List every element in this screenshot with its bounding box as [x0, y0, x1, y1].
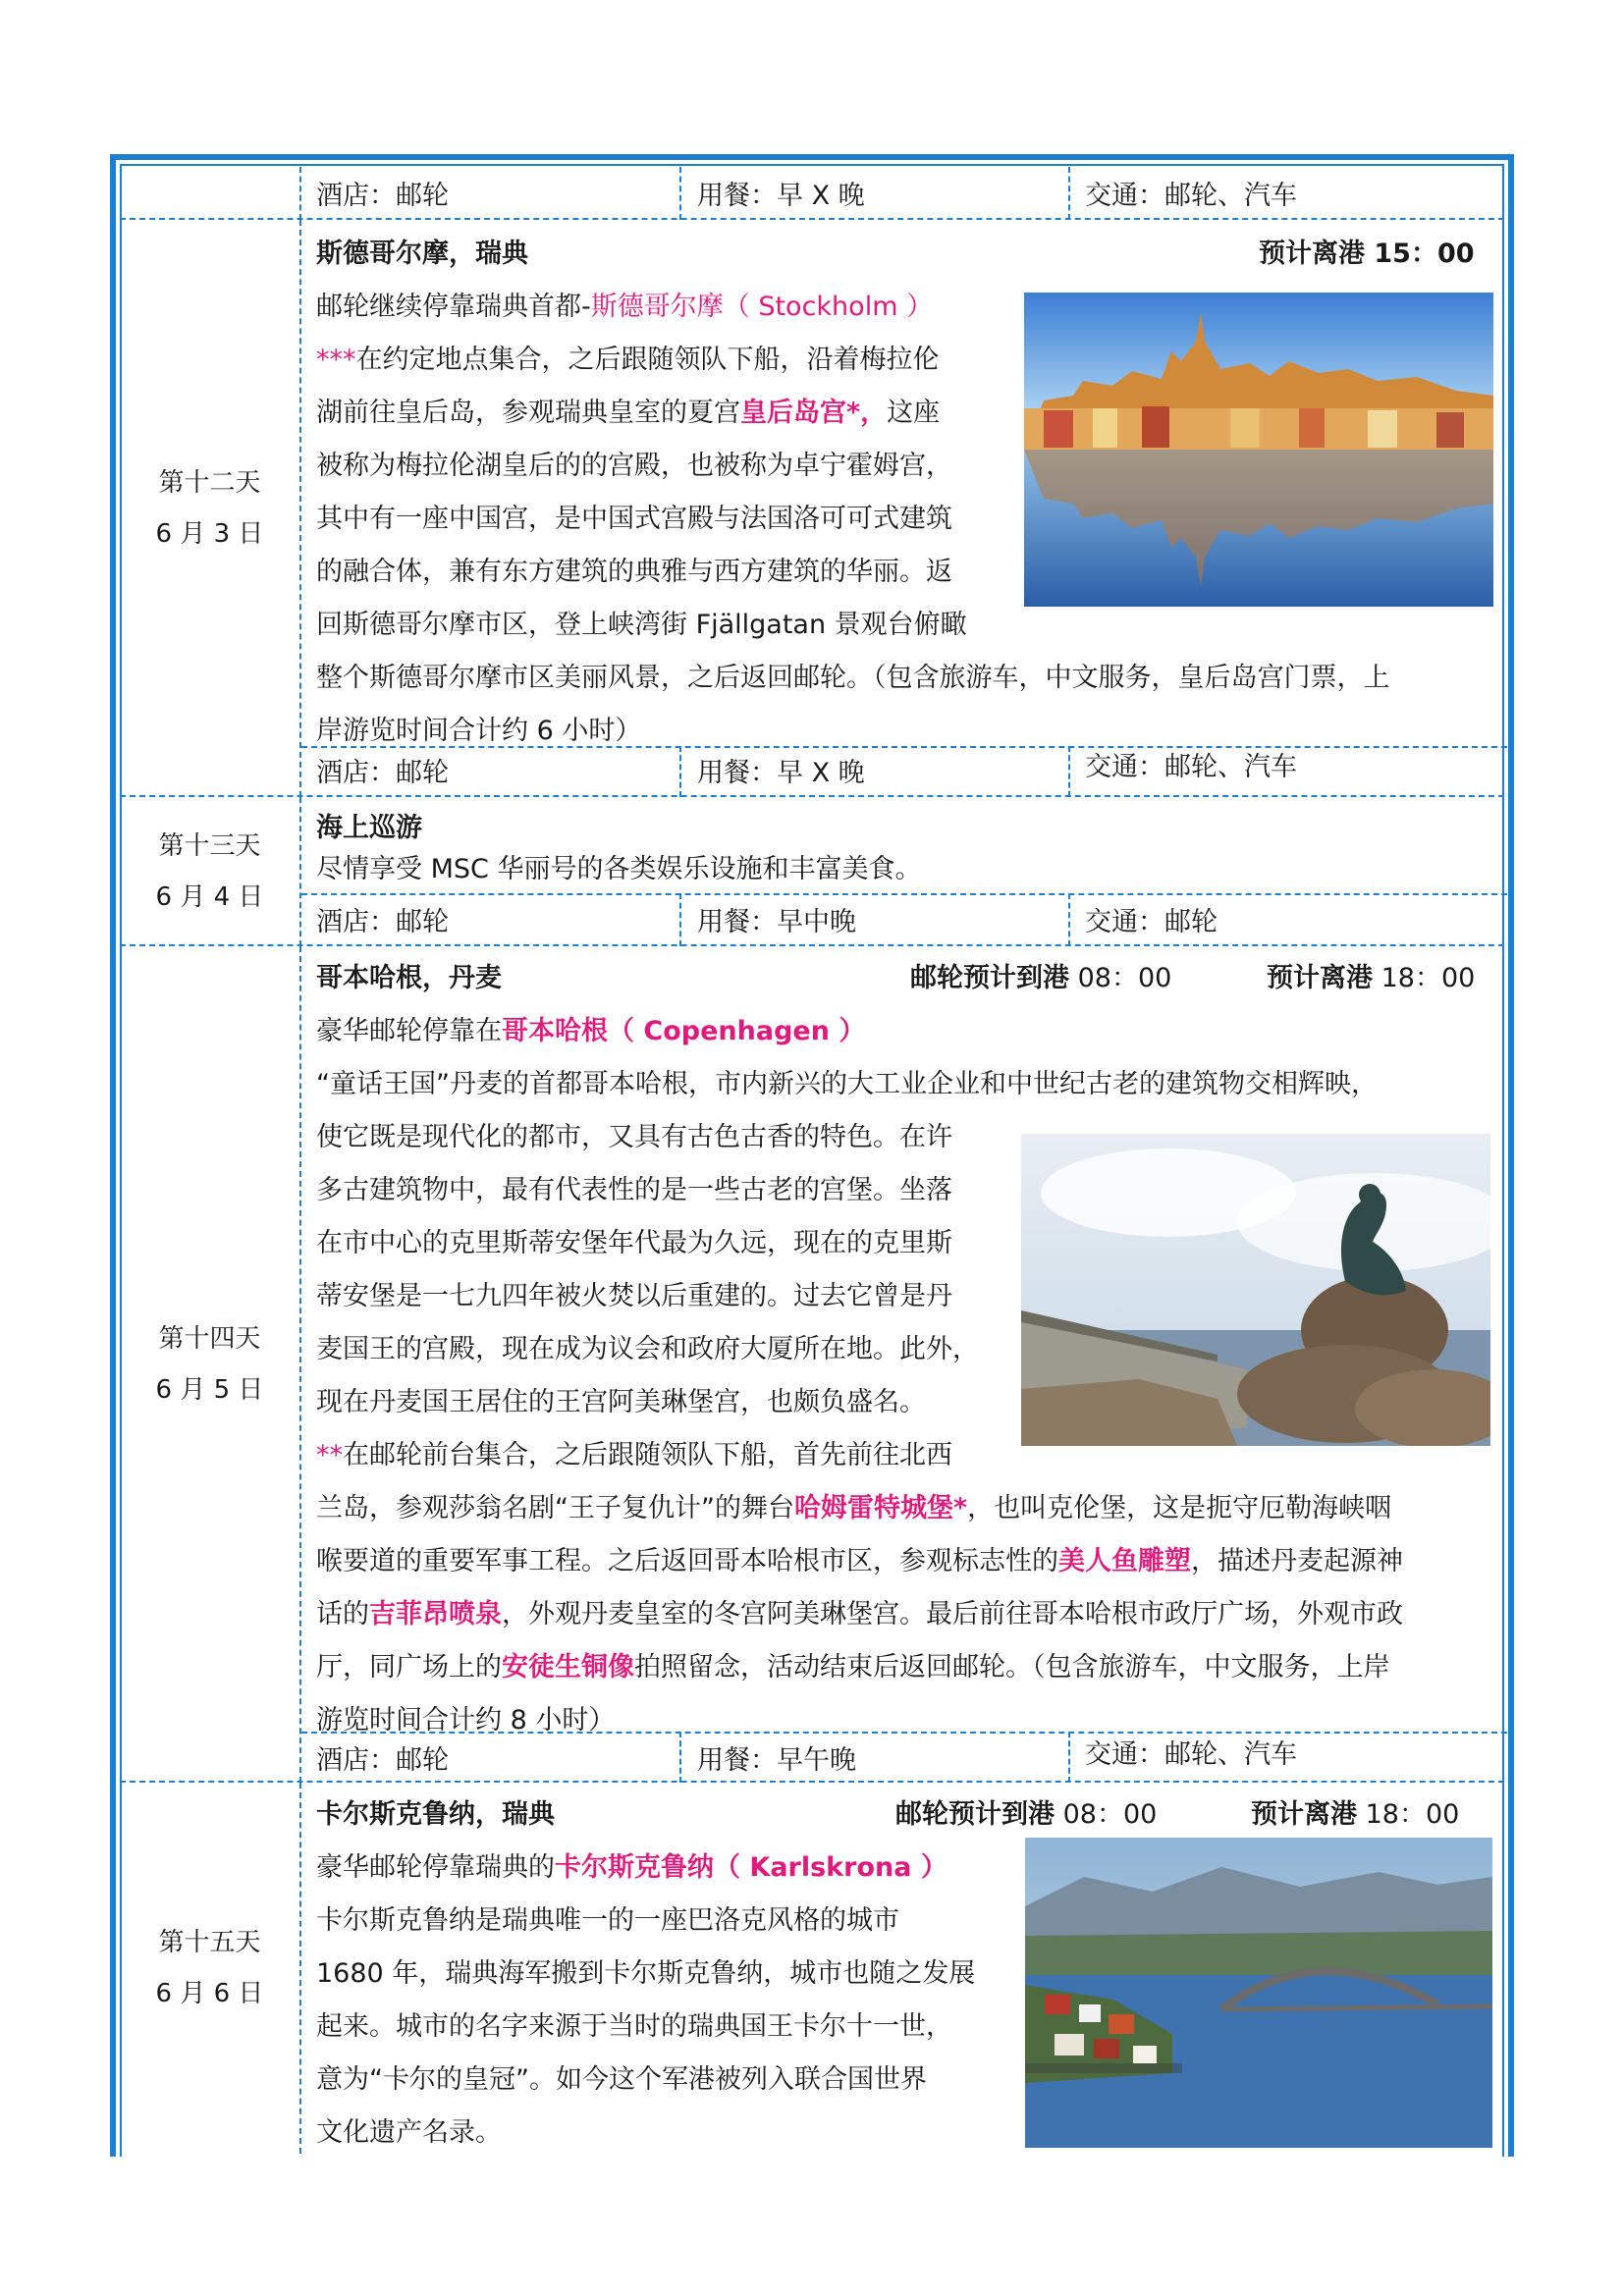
text-line: 麦国王的宫殿，现在成为议会和政府大厦所在地。此外，	[316, 1334, 979, 1364]
star-marker: **	[316, 1440, 343, 1470]
meal-info: 用餐：早午晚	[697, 1745, 856, 1776]
transport-info: 交通：邮轮、汽车	[1085, 752, 1297, 782]
text-line: 邮轮继续停靠瑞典首都-	[316, 292, 591, 322]
text-line: 这座	[887, 398, 941, 428]
highlight-place: 皇后岛宫*，	[740, 398, 888, 428]
karlskrona-photo	[1025, 1838, 1492, 2148]
text-line: 豪华邮轮停靠在	[316, 1016, 502, 1046]
text-line: “童话王国”丹麦的首都哥本哈根，市内新兴的大工业企业和中世纪古老的建筑物交相辉映，	[316, 1069, 1378, 1099]
text-line: 的融合体，兼有东方建筑的典雅与西方建筑的华丽。返	[316, 557, 952, 587]
text-line: 回斯德哥尔摩市区，登上峡湾街 Fjällgatan 景观台俯瞰	[316, 610, 967, 640]
transport-info: 交通：邮轮、汽车	[1085, 1739, 1297, 1770]
text-line: 在约定地点集合，之后跟随领队下船，沿着梅拉伦	[355, 345, 940, 375]
text-line: 在邮轮前台集合，之后跟随领队下船，首先前往北西	[343, 1440, 952, 1470]
transport-info: 交通：邮轮	[1085, 907, 1218, 937]
destination-title: 哥本哈根，丹麦	[316, 963, 502, 993]
depart-label: 预计离港	[1251, 1799, 1357, 1830]
text-line: 其中有一座中国宫，是中国式宫殿与法国洛可可式建筑	[316, 504, 952, 534]
text-line: 1680 年，瑞典海军搬到卡尔斯克鲁纳，城市也随之发展	[316, 1958, 976, 1989]
arrive-time: 08：00	[1077, 963, 1172, 993]
text-line: 尽情享受 MSC 华丽号的各类娱乐设施和丰富美食。	[316, 854, 922, 884]
hotel-info: 酒店：邮轮	[316, 758, 449, 788]
text-line: 文化遗产名录。	[316, 2117, 502, 2148]
transport-info: 交通：邮轮、汽车	[1085, 181, 1297, 211]
text-line: 在市中心的克里斯蒂安堡年代最为久远，现在的克里斯	[316, 1228, 952, 1258]
highlight-place: 卡尔斯克鲁纳（ Karlskrona ）	[555, 1852, 947, 1883]
stockholm-photo	[1024, 293, 1493, 607]
text-line: 兰岛，参观莎翁名剧“王子复仇计”的舞台	[316, 1493, 794, 1523]
text-line: 整个斯德哥尔摩市区美丽风景，之后返回邮轮。（包含旅游车，中文服务，皇后岛宫门票，上	[316, 663, 1390, 693]
text-line: 蒂安堡是一七九四年被火焚以后重建的。过去它曾是丹	[316, 1281, 952, 1311]
text-line: ，外观丹麦皇室的冬宫阿美琳堡宫。最后前往哥本哈根市政厅广场，外观市政	[502, 1599, 1403, 1629]
highlight-place: 吉菲昂喷泉	[369, 1599, 502, 1629]
depart-label: 预计离港	[1267, 963, 1373, 993]
hotel-info: 酒店：邮轮	[316, 1745, 449, 1776]
text-line: 湖前往皇后岛，参观瑞典皇室的夏宫	[316, 398, 740, 428]
highlight-place: 哥本哈根（ Copenhagen ）	[502, 1016, 866, 1046]
date-label: 6 月 4 日	[155, 882, 264, 912]
destination-title: 斯德哥尔摩，瑞典	[316, 239, 528, 269]
highlight-place: 安徒生铜像	[502, 1652, 634, 1682]
day-label: 第十二天	[158, 468, 261, 498]
text-line: ，也叫克伦堡，这是扼守厄勒海峡咽	[967, 1493, 1392, 1523]
text-line: 岸游览时间合计约 6 小时）	[316, 716, 642, 746]
depart-time: 预计离港 15：00	[1259, 239, 1475, 269]
depart-time: 18：00	[1365, 1799, 1460, 1830]
day-label: 第十三天	[158, 831, 261, 861]
date-label: 6 月 5 日	[155, 1375, 264, 1405]
meal-info: 用餐：早中晚	[697, 907, 856, 937]
destination-title: 海上巡游	[316, 813, 422, 843]
text-line: 使它既是现代化的都市，又具有古色古香的特色。在许	[316, 1122, 952, 1152]
text-line: 意为“卡尔的皇冠”。如今这个军港被列入联合国世界	[316, 2064, 927, 2095]
arrive-label: 邮轮预计到港	[895, 1799, 1055, 1830]
star-marker: ***	[316, 345, 356, 375]
text-line: 起来。城市的名字来源于当时的瑞典国王卡尔十一世，	[316, 2011, 952, 2042]
meal-info: 用餐：早 X 晚	[697, 758, 865, 788]
day-label: 第十四天	[158, 1324, 261, 1354]
text-line: 现在丹麦国王居住的王宫阿美琳堡宫，也颇负盛名。	[316, 1387, 926, 1417]
destination-title: 卡尔斯克鲁纳，瑞典	[316, 1799, 555, 1830]
highlight-place: 美人鱼雕塑	[1058, 1546, 1191, 1576]
date-label: 6 月 6 日	[155, 1979, 264, 2008]
text-line: 拍照留念，活动结束后返回邮轮。（包含旅游车，中文服务，上岸	[634, 1652, 1390, 1682]
arrive-time: 08：00	[1062, 1799, 1158, 1830]
text-line: 多古建筑物中，最有代表性的是一些古老的宫堡。坐落	[316, 1175, 952, 1205]
text-line: 豪华邮轮停靠瑞典的	[316, 1852, 555, 1883]
depart-time: 18：00	[1380, 963, 1476, 993]
text-line: 被称为梅拉伦湖皇后的的宫殿，也被称为卓宁霍姆宫，	[316, 451, 952, 481]
text-line: ，描述丹麦起源神	[1191, 1546, 1403, 1576]
text-line: 喉要道的重要军事工程。之后返回哥本哈根市区，参观标志性的	[316, 1546, 1058, 1576]
highlight-place: 哈姆雷特城堡*	[793, 1493, 968, 1523]
day-cell	[120, 1783, 301, 2154]
text-line: 厅，同广场上的	[316, 1652, 502, 1682]
day-label: 第十五天	[158, 1928, 261, 1957]
meal-info: 用餐：早 X 晚	[697, 181, 865, 211]
little-mermaid-photo	[1021, 1134, 1490, 1446]
text-line: 话的	[316, 1599, 369, 1629]
text-line: 卡尔斯克鲁纳是瑞典唯一的一座巴洛克风格的城市	[316, 1905, 899, 1936]
hotel-info: 酒店：邮轮	[316, 181, 449, 211]
arrive-label: 邮轮预计到港	[910, 963, 1069, 993]
date-label: 6 月 3 日	[155, 519, 264, 549]
text-line: 游览时间合计约 8 小时）	[316, 1705, 616, 1735]
highlight-place: 斯德哥尔摩（ Stockholm ）	[590, 292, 934, 322]
hotel-info: 酒店：邮轮	[316, 907, 449, 937]
